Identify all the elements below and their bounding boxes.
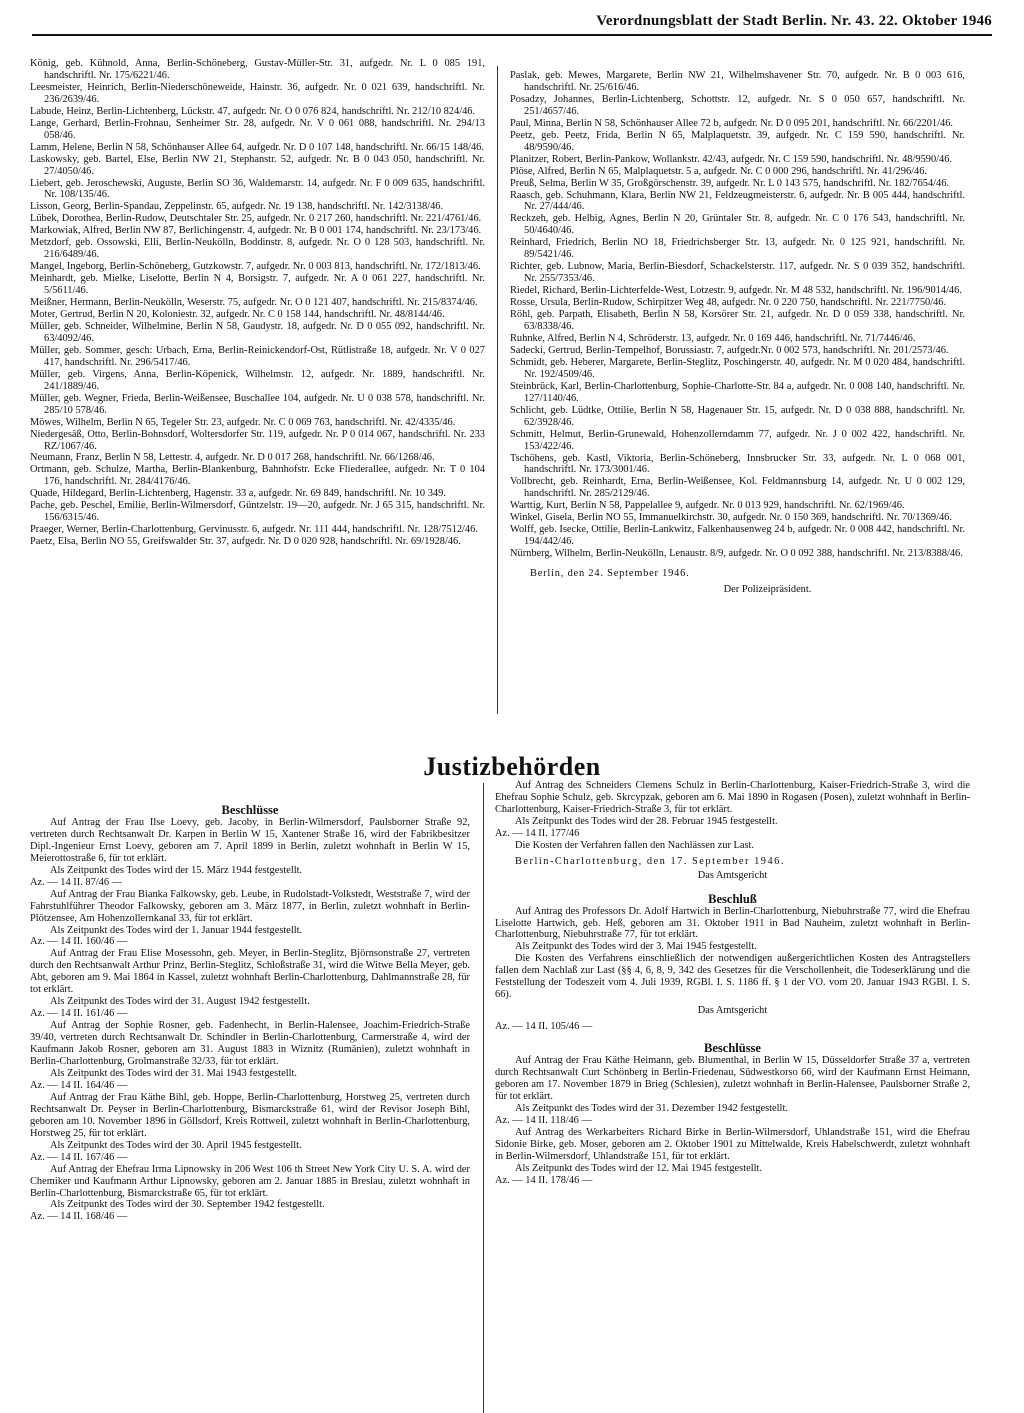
right-beschluesse-block <box>495 780 970 1187</box>
right-heading2: Beschluß <box>708 891 757 906</box>
list-item: Paul, Minna, Berlin N 58, Schönhauser Allee 72 b, aufgedr. Nr. D 0 095 201, handschriftl. Nr. 66/2201/46. <box>510 117 953 129</box>
right-case2-text: Auf Antrag des Professors Dr. Adolf Hartwich in Berlin-Charlottenburg, Niebuhrstraße 77, wird die Ehefrau Liselotte Hartwich, geb. Heß, geboren am 31. Oktober 1911 in Bad Nauheim, zuletzt wohnhaft in Berlin-Charlottenburg, Niebuhrstraße 77, für tot erklärt. <box>495 905 970 941</box>
case-text: Auf Antrag der Ehefrau Irma Lipnowsky in 206 West 106 th Street New York City U. S. A. wird der Chemiker und Kaufmann Arthur Lipnowsky, geboren am 2. Januar 1885 in Breslau, zuletzt wohnhaft in Berlin-Charlottenburg, Bismarckstraße 65, für tot erklärt. <box>30 1163 470 1199</box>
list-item: Möwes, Wilhelm, Berlin N 65, Tegeler Str. 23, aufgedr. Nr. C 0 069 763, handschriftl. Nr. 42/4335/46. <box>30 416 456 428</box>
case-text: Auf Antrag der Frau Ilse Loevy, geb. Jacoby, in Berlin-Wilmersdorf, Paulsborner Straße 92, vertreten durch Rechtsanwalt Dr. Karpen in Berlin W 15, Xantener Straße 16, wird der Fabrikbesitzer Dipl.-Ingenieur Ernst Loevy, geboren am 7. April 1899 in Berlin, zuletzt wohnhaft in Berlin W 15, Meierottostraße 6, für tot erklärt. <box>30 816 470 864</box>
case-text: Auf Antrag der Frau Käthe Bihl, geb. Hoppe, Berlin-Charlottenburg, Horstweg 25, vertreten durch Rechtsanwalt Dr. Peyser in Berlin-Charlottenburg, Bismarckstraße 61, wird der Revisor Joseph Bihl, geboren am 10. November 1896 in Göllsdorf, Kreis Rottweil, zuletzt wohnhaft in Berlin-Charlottenburg, Horstweg 25, für tot erklärt. <box>30 1091 470 1139</box>
list-item: König, geb. Kühnold, Anna, Berlin-Schöneberg, Gustav-Müller-Str. 31, aufgedr. Nr. L 0 085 191, handschriftl. Nr. 175/6221/46. <box>30 58 485 81</box>
list-item: Paslak, geb. Mewes, Margarete, Berlin NW 21, Wilhelmshavener Str. 70, aufgedr. Nr. B 0 003 616, handschriftl. Nr. 25/616/46. <box>510 70 965 93</box>
list-item: Meißner, Hermann, Berlin-Neukölln, Weserstr. 75, aufgedr. Nr. O 0 121 407, handschriftl. Nr. 215/8374/46. <box>30 297 478 309</box>
list-item: Müller, geb. Virgens, Anna, Berlin-Köpenick, Wilhelmstr. 12, aufgedr. Nr. 1889, handschriftl. Nr. 241/1889/46. <box>30 368 485 392</box>
list-item: Tschöhens, geb. Kastl, Viktoria, Berlin-Schöneberg, Innsbrucker Str. 33, aufgedr. Nr. L 0 068 001, handschriftl. Nr. 173/3001/46. <box>510 452 965 476</box>
list-item: Preuß, Selma, Berlin W 35, Großgörschenstr. 39, aufgedr. Nr. L 0 143 575, handschriftl. Nr. 182/7654/46. <box>510 177 950 189</box>
case-date: Als Zeitpunkt des Todes wird der 31. August 1942 festgestellt. <box>50 996 310 1008</box>
closing-signature: Der Polizeipräsident. <box>723 584 812 596</box>
case-text: Auf Antrag der Frau Bianka Falkowsky, geb. Leube, in Rudolstadt-Volkstedt, Weststraße 7, wird der Fahrstuhlführer Theodor Falkowsky, geboren am 3. März 1877, in Berlin, zuletzt wohnhaft in Berlin-Plötzensee, Am Hohenzollernkanal 33, für tot erklärt. <box>30 888 470 924</box>
case-text: Auf Antrag der Sophie Rosner, geb. Fadenhecht, in Berlin-Halensee, Joachim-Friedrich-Straße 39/40, vertreten durch Rechtsanwalt Dr. Schindler in Berlin-Charlottenburg, Carmerstraße 4, wird der Kaufmann Jakob Rosner, geboren am 31. August 1883 in Wiznitz (Rumänien), zuletzt wohnhaft in Berlin-Charlottenburg, Grolmanstraße 32/33, für tot erklärt. <box>30 1020 470 1068</box>
list-item: Winkel, Gisela, Berlin NO 55, Immanuelkirchstr. 30, aufgedr. Nr. 0 150 369, handschriftl. Nr. 70/1369/46. <box>510 512 952 524</box>
list-item: Raasch, geb. Schuhmann, Klara, Berlin NW 21, Feldzeugmeisterstr. 6, aufgedr. Nr. B 005 444, handschriftl. Nr. 27/444/46. <box>510 189 965 213</box>
list-item: Quade, Hildegard, Berlin-Lichtenberg, Hagenstr. 33 a, aufgedr. Nr. 69 849, handschriftl. Nr. 10 349. <box>30 488 446 500</box>
list-item: Reckzeh, geb. Helbig, Agnes, Berlin N 20, Grüntaler Str. 8, aufgedr. Nr. C 0 176 543, handschriftl. Nr. 50/4640/46. <box>510 213 965 237</box>
list-item: Schmitt, Helmut, Berlin-Grunewald, Hohenzollerndamm 77, aufgedr. Nr. J 0 002 422, handschriftl. Nr. 153/422/46. <box>510 428 965 452</box>
case-az: Az. — 14 II. 160/46 — <box>30 936 128 948</box>
right-case2-date: Als Zeitpunkt des Todes wird der 3. Mai 1945 festgestellt. <box>515 941 757 953</box>
list-item: Liebert, geb. Jeroschewski, Auguste, Berlin SO 36, Waldemarstr. 14, aufgedr. Nr. F 0 009 635, handschriftl. Nr. 108/135/46. <box>30 177 485 201</box>
list-item: Paetz, Elsa, Berlin NO 55, Greifswalder Str. 37, aufgedr. Nr. D 0 020 928, handschriftl. Nr. 69/1928/46. <box>30 536 461 548</box>
list-item: Riedel, Richard, Berlin-Lichterfelde-West, Lotzestr. 9, aufgedr. Nr. M 48 532, handschriftl. Nr. 196/9014/46. <box>510 285 962 297</box>
case-az: Az. — 14 II. 87/46 — <box>30 876 123 888</box>
right-case1-text: Auf Antrag des Schneiders Clemens Schulz in Berlin-Charlottenburg, Kaiser-Friedrich-Straße 3, wird die Ehefrau Sophie Schulz, geb. Skrcypzak, geboren am 6. Mai 1890 in Rogasen (Posen), zuletzt wohnhaft in Berlin-Charlottenburg, Kaiser-Friedrich-Straße 3, für tot erklärt. <box>495 780 970 815</box>
case-az: Az. — 14 II. 161/46 — <box>30 1008 128 1020</box>
right-case1-az: Az. — 14 II. 177/46 <box>495 827 580 839</box>
list-item: Peetz, geb. Peetz, Frida, Berlin N 65, Malplaquetstr. 39, aufgedr. Nr. C 159 590, handschriftl. Nr. 48/9590/46. <box>510 129 965 153</box>
case-date: Als Zeitpunkt des Todes wird der 1. Januar 1944 festgestellt. <box>50 924 303 936</box>
list-item: Lübek, Dorothea, Berlin-Rudow, Deutschtaler Str. 25, aufgedr. Nr. 0 217 260, handschriftl. Nr. 221/4761/46. <box>30 213 482 225</box>
right-name-list-wrapper <box>510 70 965 596</box>
list-item: Markowiak, Alfred, Berlin NW 87, Berlichingenstr. 4, aufgedr. Nr. B 0 001 174, handschriftl. Nr. 23/173/46. <box>30 225 482 237</box>
list-item: Röhl, geb. Parpath, Elisabeth, Berlin N 58, Korsörer Str. 21, aufgedr. Nr. D 0 059 338, handschriftl. Nr. 63/8338/46. <box>510 309 965 333</box>
case-az: Az. — 14 II. 167/46 — <box>30 1151 128 1163</box>
case-az: Az. — 14 II. 168/46 — <box>30 1211 128 1223</box>
case-az: Az. — 14 II. 164/46 — <box>30 1079 128 1091</box>
section-title: Justizbehörden <box>423 752 601 781</box>
column-divider-bottom <box>483 783 484 1413</box>
list-item: Plöse, Alfred, Berlin N 65, Malplaquetstr. 5 a, aufgedr. Nr. C 0 000 296, handschriftl. Nr. 41/296/46. <box>510 165 928 177</box>
list-item: Steinbrück, Karl, Berlin-Charlottenburg, Sophie-Charlotte-Str. 84 a, aufgedr. Nr. 0 008 140, handschriftl. Nr. 127/1140/46. <box>510 380 965 404</box>
case-date: Als Zeitpunkt des Todes wird der 15. März 1944 festgestellt. <box>50 864 303 876</box>
left-name-list <box>30 58 485 548</box>
list-item: Ruhnke, Alfred, Berlin N 4, Schröderstr. 13, aufgedr. Nr. 0 169 446, handschriftl. Nr. 71/7446/46. <box>510 332 916 344</box>
right-case3-text: Auf Antrag der Frau Käthe Heimann, geb. Blumenthal, in Berlin W 15, Düsseldorfer Straße 37 a, vertreten durch Rechtsanwalt Curt Schönberg in Berlin-Friedenau, Südwestkorso 66, wird der Kaufmann Ernst Heimann, geboren am 17. November 1879 in Brieg (Schlesien), zuletzt wohnhaft in Berlin-Halensee, Paulsborner Straße 2, für tot erklärt. <box>495 1055 970 1102</box>
list-item: Lisson, Georg, Berlin-Spandau, Zeppelinstr. 65, aufgedr. Nr. 19 138, handschriftl. Nr. 142/3138/46. <box>30 201 444 213</box>
right-case3-az: Az. — 14 II. 118/46 — <box>495 1114 592 1126</box>
list-item: Ortmann, geb. Schulze, Martha, Berlin-Blankenburg, Bahnhofstr. Ecke Fliederallee, aufgedr. Nr. T 0 104 176, handschriftl. Nr. 284/4176/46. <box>30 464 485 488</box>
list-item: Meinhardt, geb. Mielke, Liselotte, Berlin N 4, Borsigstr. 7, aufgedr. Nr. A 0 061 227, handschriftl. Nr. 5/5611/46. <box>30 273 485 297</box>
list-item: Moter, Gertrud, Berlin N 20, Koloniestr. 32, aufgedr. Nr. C 0 158 144, handschriftl. Nr. 48/8144/46. <box>30 309 445 321</box>
list-item: Müller, geb. Schneider, Wilhelmine, Berlin N 58, Gaudystr. 18, aufgedr. Nr. D 0 055 092, handschriftl. Nr. 63/4092/46. <box>30 320 485 344</box>
right-case4-text: Auf Antrag des Werkarbeiters Richard Birke in Berlin-Wilmersdorf, Uhlandstraße 151, wird die Ehefrau Sidonie Birke, geb. Moser, geboren am 2. Oktober 1901 zu Mittelwalde, Kreis Habelschwerdt, zuletzt wohnhaft in Berlin-Wilmersdorf, Uhlandstraße 151, für tot erklärt. <box>495 1126 970 1162</box>
list-item: Richter, geb. Lubnow, Maria, Berlin-Biesdorf, Schackelsterstr. 117, aufgedr. Nr. S 0 039 352, handschriftl. Nr. 255/7353/46. <box>510 261 965 285</box>
page-header <box>32 8 992 36</box>
header-title: Verordnungsblatt der Stadt Berlin. Nr. 43. 22. Oktober 1946 <box>596 13 992 29</box>
right-costs1: Die Kosten der Verfahren fallen den Nachlässen zur Last. <box>515 839 754 851</box>
list-item: Posadzy, Johannes, Berlin-Lichtenberg, Schottstr. 12, aufgedr. Nr. S 0 050 657, handschriftl. Nr. 251/4657/46. <box>510 93 965 117</box>
right-name-list <box>510 70 965 560</box>
left-heading: Beschlüsse <box>221 803 279 817</box>
list-item: Lange, Gerhard, Berlin-Frohnau, Senheimer Str. 28, aufgedr. Nr. V 0 061 088, handschriftl. Nr. 294/13 058/46. <box>30 117 485 141</box>
list-item: Planitzer, Robert, Berlin-Pankow, Wollankstr. 42/43, aufgedr. Nr. C 159 590, handschriftl. Nr. 48/9590/46. <box>510 153 953 165</box>
list-item: Lamm, Helene, Berlin N 58, Schönhauser Allee 64, aufgedr. Nr. D 0 107 148, handschriftl. Nr. 66/15 148/46. <box>30 141 484 153</box>
right-case4-az: Az. — 14 II. 178/46 — <box>495 1174 593 1186</box>
list-item: Leesmeister, Heinrich, Berlin-Niederschöneweide, Hainstr. 36, aufgedr. Nr. 0 021 639, handschriftl. Nr. 236/2639/46. <box>30 81 485 105</box>
case-date: Als Zeitpunkt des Todes wird der 30. September 1942 festgestellt. <box>50 1199 325 1211</box>
list-item: Laskowsky, geb. Bartel, Else, Berlin NW 21, Stephanstr. 52, aufgedr. Nr. B 0 043 050, handschriftl. Nr. 27/4050/46. <box>30 153 485 177</box>
list-item: Mangel, Ingeborg, Berlin-Schöneberg, Gutzkowstr. 7, aufgedr. Nr. 0 003 813, handschriftl. Nr. 172/1813/46. <box>30 261 481 273</box>
list-item: Müller, geb. Sommer, gesch: Urbach, Erna, Berlin-Reinickendorf-Ost, Rütlistraße 18, aufgedr. Nr. V 0 027 417, handschriftl. Nr. 296/5417/46. <box>30 344 485 368</box>
right-court1: Das Amtsgericht <box>697 869 768 881</box>
right-place1: Berlin-Charlottenburg, den 17. September 1946. <box>515 855 785 867</box>
list-item: Schmidt, geb. Heberer, Margarete, Berlin-Steglitz, Poschingerstr. 40, aufgedr. Nr. M 0 020 484, handschriftl. Nr. 192/4509/46. <box>510 356 965 380</box>
list-item: Vollbrecht, geb. Reinhardt, Erna, Berlin-Weißensee, Kol. Feldmannsburg 14, aufgedr. Nr. U 0 002 129, handschriftl. Nr. 285/2129/46. <box>510 476 965 500</box>
list-item: Labude, Heinz, Berlin-Lichtenberg, Lückstr. 47, aufgedr. Nr. O 0 076 824, handschriftl. Nr. 212/10 824/46. <box>30 105 476 117</box>
right-case4-date: Als Zeitpunkt des Todes wird der 12. Mai 1945 festgestellt. <box>515 1162 762 1174</box>
closing-place-date: Berlin, den 24. September 1946. <box>530 568 690 580</box>
list-item: Sadecki, Gertrud, Berlin-Tempelhof, Borussiastr. 7, aufgedr.Nr. 0 002 573, handschriftl. Nr. 201/2573/46. <box>510 344 949 356</box>
case-date: Als Zeitpunkt des Todes wird der 30. April 1945 festgestellt. <box>50 1139 302 1151</box>
left-beschluesse-block <box>30 805 470 1223</box>
list-item: Rosse, Ursula, Berlin-Rudow, Schirpitzer Weg 48, aufgedr. Nr. 0 220 750, handschriftl. Nr. 221/7750/46. <box>510 297 947 309</box>
list-item: Nürnberg, Wilhelm, Berlin-Neukölln, Lenaustr. 8/9, aufgedr. Nr. O 0 092 388, handschriftl. Nr. 213/8388/46. <box>510 548 963 560</box>
list-item: Wolff, geb. Isecke, Ottilie, Berlin-Lankwitz, Falkenhausenweg 24 b, aufgedr. Nr. 0 008 442, handschriftl. Nr. 194/442/46. <box>510 524 965 548</box>
column-divider-top <box>497 66 498 714</box>
list-item: Pache, geb. Peschel, Emilie, Berlin-Wilmersdorf, Güntzelstr. 19—20, aufgedr. Nr. J 65 315, handschriftl. Nr. 156/6315/46. <box>30 500 485 524</box>
right-case2-az: Az. — 14 II. 105/46 — <box>495 1021 593 1033</box>
list-item: Metzdorf, geb. Ossowski, Elli, Berlin-Neukölln, Boddinstr. 8, aufgedr. Nr. O 0 128 503, handschriftl. Nr. 216/6489/46. <box>30 237 485 261</box>
right-case3-date: Als Zeitpunkt des Todes wird der 31. Dezember 1942 festgestellt. <box>515 1102 788 1114</box>
list-item: Schlicht, geb. Lüdtke, Ottilie, Berlin N 58, Hagenauer Str. 15, aufgedr. Nr. D 0 038 888, handschriftl. Nr. 62/3928/46. <box>510 404 965 428</box>
list-item: Neumann, Franz, Berlin N 58, Lettestr. 4, aufgedr. Nr. D 0 017 268, handschriftl. Nr. 66/1268/46. <box>30 452 435 464</box>
case-date: Als Zeitpunkt des Todes wird der 31. Mai 1943 festgestellt. <box>50 1067 297 1079</box>
left-cases <box>30 817 470 1223</box>
list-item: Niedergesäß, Otto, Berlin-Bohnsdorf, Woltersdorfer Str. 119, aufgedr. Nr. P 0 014 067, handschriftl. Nr. 233 RZ/1067/46. <box>30 428 485 452</box>
case-text: Auf Antrag der Frau Elise Mosessohn, geb. Meyer, in Berlin-Steglitz, Björnsonstraße 27, vertreten durch den Rechtsanwalt Arthur Prinz, Berlin-Steglitz, Schloßstraße 31, wird die Witwe Bella Meyer, geb. Abt, geboren am 9. Mai 1864 in Kassel, zuletzt wohnhaft Berlin-Charlottenburg, Dahlmannstraße 28, für tot erklärt. <box>30 948 470 996</box>
list-item: Warttig, Kurt, Berlin N 58, Pappelallee 9, aufgedr. Nr. 0 013 929, handschriftl. Nr. 62/1969/46. <box>510 500 905 512</box>
right-heading3: Beschlüsse <box>704 1041 761 1056</box>
list-item: Müller, geb. Wegner, Frieda, Berlin-Weißensee, Buschallee 104, aufgedr. Nr. U 0 038 578, handschriftl. Nr. 285/10 578/46. <box>30 392 485 416</box>
list-item: Praeger, Werner, Berlin-Charlottenburg, Gervinusstr. 6, aufgedr. Nr. 111 444, handschriftl. Nr. 128/7512/46. <box>30 524 478 536</box>
right-case1-date: Als Zeitpunkt des Todes wird der 28. Februar 1945 festgestellt. <box>515 815 778 827</box>
right-court2: Das Amtsgericht <box>697 1005 768 1017</box>
right-case2-costs: Die Kosten des Verfahrens einschließlich der notwendigen außergerichtlichen Kosten des Antragstellers fallen dem Nachlaß zur Last (§§ 4, 6, 8, 9, 342 des Gesetzes für die Verschollenheit, die Todeserklärung und die Feststellung der Todeszeit vom 4. Juli 1939, RGBl. I. S. 1186 ff. § 1 der VO. vom 20. Januar 1943 RGBl. I. S. 66). <box>495 953 970 1001</box>
list-item: Reinhard, Friedrich, Berlin NO 18, Friedrichsberger Str. 13, aufgedr. Nr. 0 125 921, handschriftl. Nr. 89/5421/46. <box>510 237 965 261</box>
